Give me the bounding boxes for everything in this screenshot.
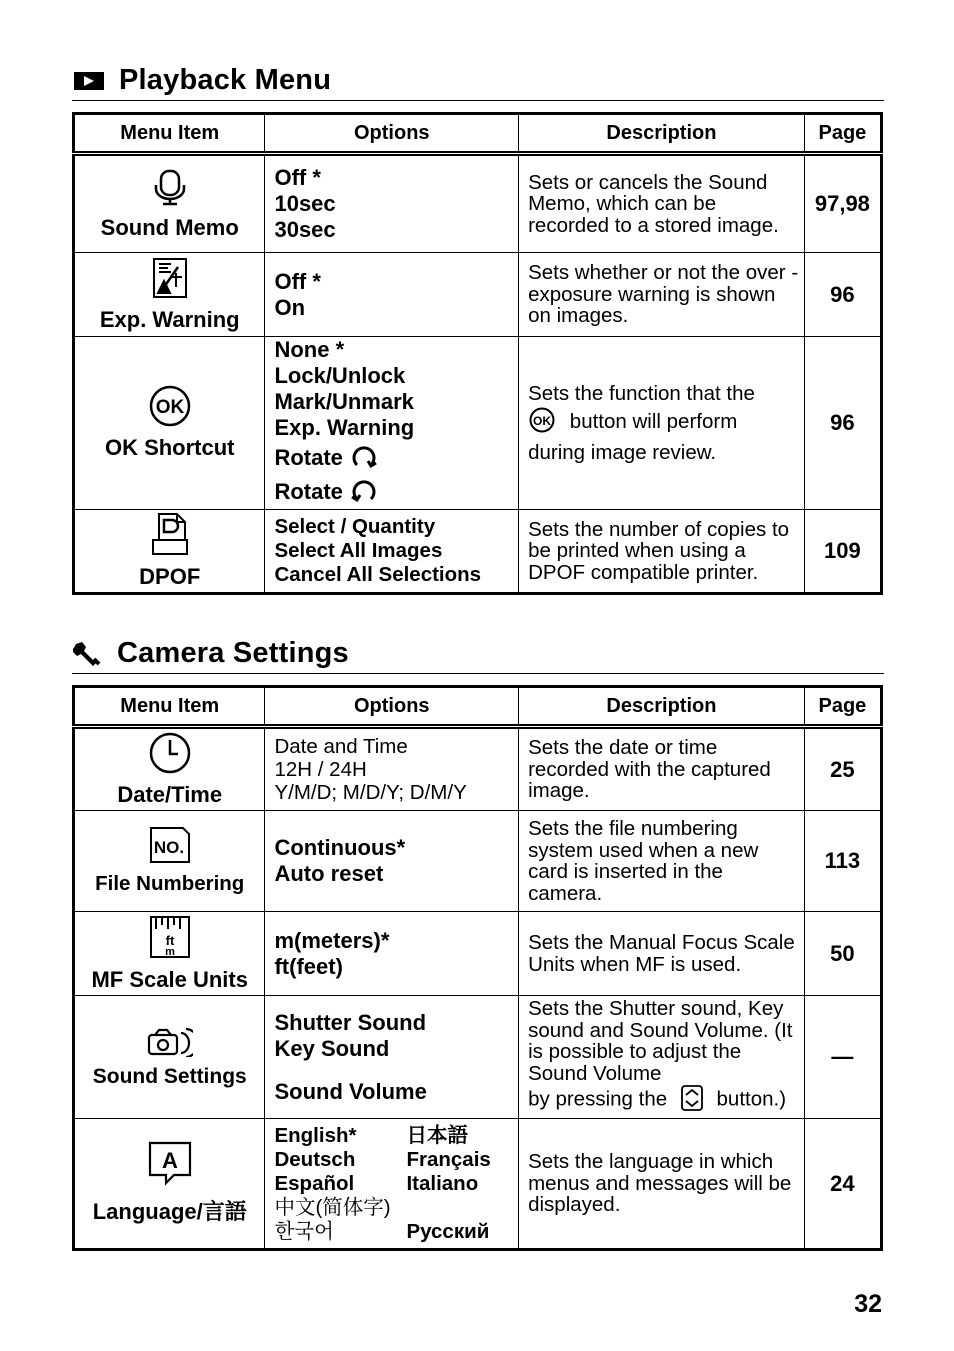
section-rule [72, 100, 884, 101]
description-cell: Sets the Manual Focus Scale Units when MF is used. [519, 912, 805, 996]
section-rule [72, 673, 884, 674]
options-cell: m(meters)* ft(feet) [265, 912, 519, 996]
header-options: Options [265, 687, 519, 727]
description-cell: Sets the file numbering system used when a new card is inserted in the camera. [519, 811, 805, 912]
ok-button-icon [528, 407, 556, 440]
options-cell: None * Lock/Unlock Mark/Unmark Exp. Warning Rotate Rotate [265, 337, 519, 510]
sound-memo-icon [75, 167, 264, 213]
table-header-row [74, 114, 882, 154]
camera-settings-title: Camera Settings [73, 637, 349, 670]
table-row [74, 510, 882, 594]
page-cell: 96 [804, 253, 881, 337]
menu-item-cell: Sound Settings [74, 996, 265, 1119]
menu-item-cell: OK OK Shortcut [74, 337, 265, 510]
description-cell: Sets the Shutter sound, Key sound and Sound Volume. (It is possible to adjust the Sound Volume by pressing the button.) [519, 996, 805, 1119]
options-cell: Select / Quantity Select All Images Cancel All Selections [265, 510, 519, 594]
language-icon [75, 1141, 264, 1193]
file-number-icon [75, 826, 264, 870]
page-number: 32 [854, 1290, 882, 1318]
options-cell: Date and Time 12H / 24H Y/M/D; M/D/Y; D/M/Y [265, 727, 519, 811]
svg-text:A: A [161, 1148, 178, 1173]
page-cell: 24 [804, 1119, 881, 1250]
menu-item-cell: ft m MF Scale Units [74, 912, 265, 996]
options-cell: Off * 10sec 30sec [265, 154, 519, 253]
camera-settings-table [72, 685, 883, 1251]
page-cell: — [804, 996, 881, 1119]
options-cell: Off * On [265, 253, 519, 337]
menu-item-cell: Exp. Warning [74, 253, 265, 337]
svg-text:OK: OK [155, 397, 184, 418]
exp-warning-icon [75, 257, 264, 305]
playback-menu-table [72, 112, 883, 595]
header-menu-item: Menu Item [74, 687, 265, 727]
page-cell: 97,98 [804, 154, 881, 253]
header-page: Page [804, 114, 881, 154]
table-row [74, 337, 882, 510]
dpof-icon [75, 512, 264, 562]
page-cell: 25 [804, 727, 881, 811]
page-cell: 50 [804, 912, 881, 996]
header-page: Page [804, 687, 881, 727]
page-cell: 96 [804, 337, 881, 510]
options-cell: Continuous* Auto reset [265, 811, 519, 912]
table-row [74, 727, 882, 811]
table-row [74, 154, 882, 253]
header-description: Description [519, 687, 805, 727]
rotate-cw-icon [349, 443, 379, 475]
table-header-row [74, 687, 882, 727]
table-row [74, 912, 882, 996]
table-row [74, 811, 882, 912]
description-cell: Sets or cancels the Sound Memo, which can be recorded to a stored image. [519, 154, 805, 253]
sound-settings-icon [75, 1025, 264, 1063]
svg-text:m: m [164, 945, 175, 958]
header-menu-item: Menu Item [74, 114, 265, 154]
menu-item-cell: Sound Memo [74, 154, 265, 253]
menu-item-cell: Date/Time [74, 727, 265, 811]
description-cell: Sets the number of copies to be printed when using a DPOF compatible printer. [519, 510, 805, 594]
page-cell: 113 [804, 811, 881, 912]
page-cell: 109 [804, 510, 881, 594]
mf-scale-icon [75, 915, 264, 965]
clock-icon [75, 732, 264, 780]
table-row [74, 1119, 882, 1250]
menu-item-cell: DPOF [74, 510, 265, 594]
header-options: Options [265, 114, 519, 154]
table-row [74, 253, 882, 337]
description-cell: Sets the language in which menus and messages will be displayed. [519, 1119, 805, 1250]
description-cell: Sets the function that the OK button will perform during image review. [519, 337, 805, 510]
description-cell: Sets the date or time recorded with the captured image. [519, 727, 805, 811]
svg-text:OK: OK [533, 413, 552, 428]
table-row [74, 996, 882, 1119]
header-description: Description [519, 114, 805, 154]
svg-text:NO.: NO. [153, 838, 184, 857]
playback-icon [73, 70, 105, 92]
menu-item-cell: NO. File Numbering [74, 811, 265, 912]
rotate-ccw-icon [349, 477, 379, 509]
description-cell: Sets whether or not the over - exposure warning is shown on images. [519, 253, 805, 337]
svg-text:ft: ft [165, 932, 175, 948]
ok-icon [75, 385, 264, 433]
wrench-icon [73, 640, 103, 668]
options-cell: Shutter Sound Key Sound Sound Volume [265, 996, 519, 1119]
menu-item-cell: A Language/言語 [74, 1119, 265, 1250]
language-options: English* 日本語 Deutsch Français Español Italiano 中文(简体字) 한국어 Русский [274, 1123, 491, 1243]
options-cell [265, 1119, 519, 1250]
up-down-button-icon [681, 1085, 703, 1116]
playback-menu-title: Playback Menu [73, 64, 331, 97]
